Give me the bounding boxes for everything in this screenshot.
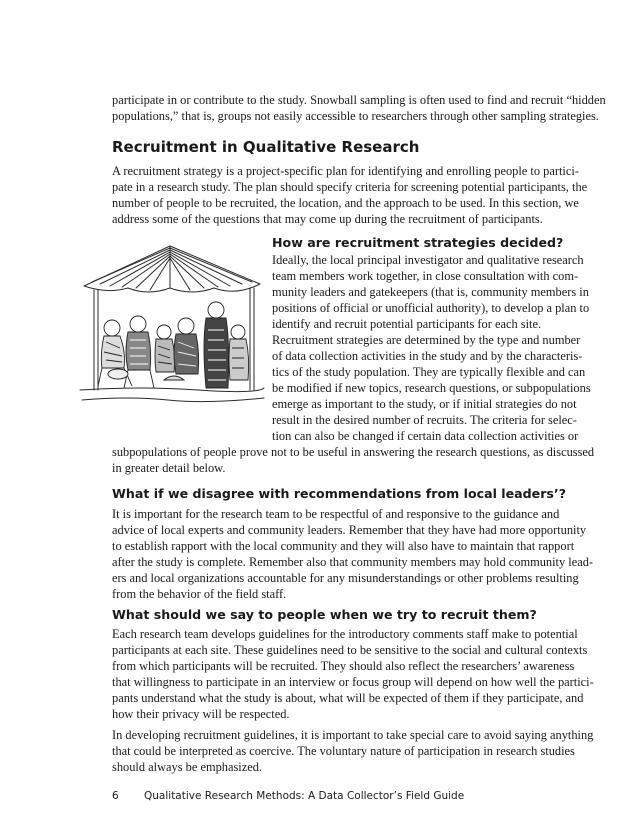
sub3-para2-line-3: should always be emphasized. — [112, 760, 263, 774]
intro-line-2: populations,” that is, groups not easily accessible to researchers through other sampling strategies. — [112, 109, 599, 123]
section-intro-line-2: pate in a research study. The plan should specify criteria for screening potential participants, the — [112, 180, 588, 194]
sub1-line-3: munity leaders and gatekeepers (that is, community members in — [272, 285, 589, 299]
sub1-full-line-1: subpopulations of people prove not to be useful in answering the research questions, as discussed — [112, 445, 595, 459]
sub2-line-1: It is important for the research team to be respectful of and responsive to the guidance and — [112, 507, 560, 521]
sub1-line-7: of data collection activities in the study and by the characteris- — [272, 349, 583, 363]
section-heading: Recruitment in Qualitative Research — [112, 138, 420, 156]
sub3-line-5: pants understand what the study is about, what will be expected of them if they participate, and — [112, 691, 584, 705]
sub1-line-10: emerge as important to the study, or if initial strategies do not — [272, 397, 577, 411]
sub3-para2-line-1: In developing recruitment guidelines, it is important to take special care to avoid saying anything — [112, 728, 594, 742]
sub1-line-2: team members work together, in close consultation with com- — [272, 269, 579, 283]
running-footer-title: Qualitative Research Methods: A Data Collector’s Field Guide — [144, 790, 465, 802]
community-illustration — [78, 240, 266, 408]
page-number: 6 — [112, 790, 119, 802]
sub1-line-6: Recruitment strategies are determined by the type and number — [272, 333, 581, 347]
sub1-line-4: positions of official or unofficial authority), to develop a plan to — [272, 301, 590, 315]
sub1-line-1: Ideally, the local principal investigator and qualitative research — [272, 253, 584, 267]
sub2-line-4: after the study is complete. Remember also that community members may hold community lead- — [112, 555, 594, 569]
sub1-line-5: identify and recruit potential participants for each site. — [272, 317, 542, 331]
intro-line-1: participate in or contribute to the study. Snowball sampling is often used to find and recruit “hidden — [112, 93, 606, 107]
sub2-line-6: from the behavior of the field staff. — [112, 587, 287, 601]
sub1-line-12: tion can also be changed if certain data collection activities or — [272, 429, 579, 443]
subheading-what-to-say: What should we say to people when we try to recruit them? — [112, 607, 537, 622]
sub1-line-8: tics of the study population. They are typically flexible and can — [272, 365, 586, 379]
sub3-line-3: from which participants will be recruited. They should also reflect the researchers’ awareness — [112, 659, 575, 673]
section-intro-line-1: A recruitment strategy is a project-specific plan for identifying and enrolling people to partici- — [112, 164, 579, 178]
sub3-line-4: that willingness to participate in an interview or focus group will depend on how well the partici- — [112, 675, 594, 689]
section-intro-line-3: number of people to be recruited, the location, and the approach to be used. In this section, we — [112, 196, 579, 210]
sub3-para2-line-2: that could be interpreted as coercive. The voluntary nature of participation in research studies — [112, 744, 575, 758]
sub2-line-3: to establish rapport with the local community and they will also have to maintain that rapport — [112, 539, 575, 553]
sub2-line-5: ers and local organizations accountable for any misunderstandings or other problems resulting — [112, 571, 579, 585]
sub3-line-1: Each research team develops guidelines for the introductory comments staff make to potential — [112, 627, 578, 641]
subheading-disagree: What if we disagree with recommendations from local leaders’? — [112, 486, 567, 501]
sub1-line-9: be modified if new topics, research questions, or subpopulations — [272, 381, 591, 395]
sub1-full-line-2: in greater detail below. — [112, 461, 226, 475]
sub2-line-2: advice of local experts and community leaders. Remember that they have had more opportunity — [112, 523, 587, 537]
subheading-recruitment-strategies: How are recruitment strategies decided? — [272, 235, 564, 250]
section-intro-line-4: address some of the questions that may come up during the recruitment of participants. — [112, 212, 543, 226]
sub3-line-6: how their privacy will be respected. — [112, 707, 290, 721]
sub1-line-11: result in the desired number of recruits. The criteria for selec- — [272, 413, 577, 427]
sub3-line-2: participants at each site. These guidelines need to be sensitive to the social and cultural contexts — [112, 643, 588, 657]
